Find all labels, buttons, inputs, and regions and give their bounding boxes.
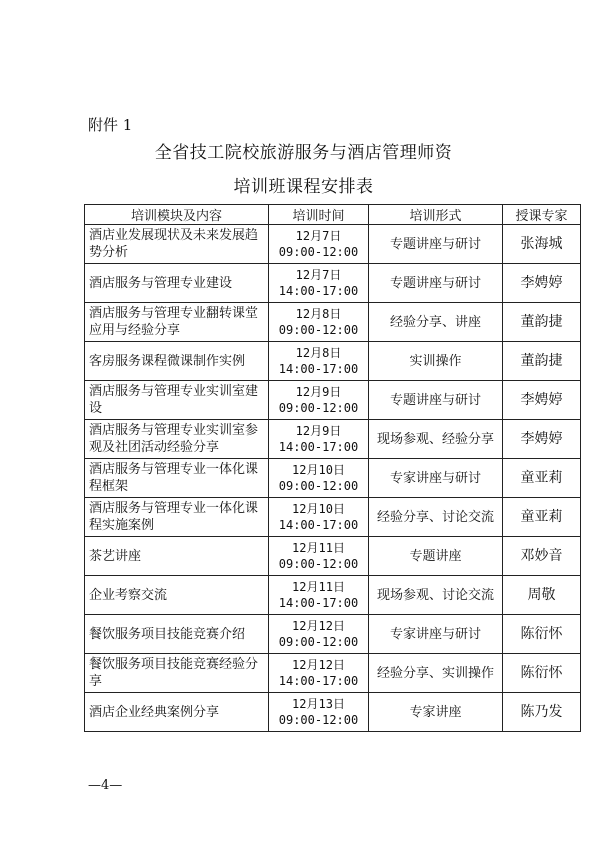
table-row <box>85 342 581 381</box>
module-content: 酒店业发展现状及未来发展趋势分析 <box>85 225 269 264</box>
module-content: 茶艺讲座 <box>85 537 269 576</box>
lecturer: 陈乃发 <box>503 693 581 732</box>
training-date: 12月8日 <box>295 346 342 360</box>
document-title: 全省技工院校旅游服务与酒店管理师资 <box>154 143 453 163</box>
training-form: 经验分享、讲座 <box>369 303 503 342</box>
training-time <box>269 303 369 342</box>
training-form: 经验分享、讨论交流 <box>369 498 503 537</box>
training-time <box>269 225 369 264</box>
training-form: 专题讲座与研讨 <box>369 225 503 264</box>
table-row <box>85 498 581 537</box>
header-form: 培训形式 <box>369 205 503 225</box>
training-hours: 09:00-12:00 <box>278 713 359 727</box>
training-form: 专家讲座 <box>369 693 503 732</box>
table-header-row <box>85 205 581 225</box>
module-content: 企业考察交流 <box>85 576 269 615</box>
training-time <box>269 576 369 615</box>
training-time <box>269 537 369 576</box>
training-hours: 09:00-12:00 <box>278 479 359 493</box>
training-time <box>269 498 369 537</box>
table-row <box>85 225 581 264</box>
table-row <box>85 576 581 615</box>
table-row <box>85 264 581 303</box>
module-content: 客房服务课程微课制作实例 <box>85 342 269 381</box>
module-content: 酒店服务与管理专业一体化课程框架 <box>85 459 269 498</box>
module-content: 酒店服务与管理专业建设 <box>85 264 269 303</box>
schedule-table <box>84 204 581 732</box>
table-row <box>85 303 581 342</box>
lecturer: 董韵捷 <box>503 342 581 381</box>
lecturer: 董韵捷 <box>503 303 581 342</box>
training-form: 现场参观、讨论交流 <box>369 576 503 615</box>
training-date: 12月8日 <box>295 307 342 321</box>
training-time <box>269 264 369 303</box>
module-content: 酒店企业经典案例分享 <box>85 693 269 732</box>
training-form: 专题讲座与研讨 <box>369 381 503 420</box>
training-date: 12月9日 <box>295 424 342 438</box>
training-hours: 09:00-12:00 <box>278 557 359 571</box>
training-hours: 14:00-17:00 <box>278 596 359 610</box>
header-teacher: 授课专家 <box>503 205 581 225</box>
lecturer: 陈衍怀 <box>503 615 581 654</box>
training-form: 实训操作 <box>369 342 503 381</box>
lecturer: 陈衍怀 <box>503 654 581 693</box>
table-row <box>85 381 581 420</box>
training-date: 12月11日 <box>292 580 345 594</box>
lecturer: 李娉婷 <box>503 381 581 420</box>
lecturer: 李娉婷 <box>503 420 581 459</box>
training-hours: 09:00-12:00 <box>278 635 359 649</box>
module-content: 酒店服务与管理专业实训室建设 <box>85 381 269 420</box>
training-date: 12月9日 <box>295 385 342 399</box>
page-number: —4— <box>88 778 123 793</box>
document-subtitle: 培训班课程安排表 <box>233 177 374 197</box>
lecturer: 李娉婷 <box>503 264 581 303</box>
training-time <box>269 615 369 654</box>
training-hours: 14:00-17:00 <box>278 284 359 298</box>
training-time <box>269 693 369 732</box>
training-form: 专家讲座与研讨 <box>369 615 503 654</box>
module-content: 餐饮服务项目技能竞赛经验分享 <box>85 654 269 693</box>
training-form: 专题讲座 <box>369 537 503 576</box>
training-form: 专题讲座与研讨 <box>369 264 503 303</box>
module-content: 酒店服务与管理专业实训室参观及社团活动经验分享 <box>85 420 269 459</box>
training-hours: 14:00-17:00 <box>278 440 359 454</box>
lecturer: 周敬 <box>503 576 581 615</box>
training-time <box>269 342 369 381</box>
training-hours: 09:00-12:00 <box>278 323 359 337</box>
module-content: 酒店服务与管理专业一体化课程实施案例 <box>85 498 269 537</box>
header-time: 培训时间 <box>269 205 369 225</box>
training-date: 12月12日 <box>292 619 345 633</box>
training-hours: 14:00-17:00 <box>278 362 359 376</box>
training-date: 12月7日 <box>295 268 342 282</box>
training-form: 经验分享、实训操作 <box>369 654 503 693</box>
table-row <box>85 693 581 732</box>
lecturer: 童亚莉 <box>503 459 581 498</box>
training-date: 12月10日 <box>292 463 345 477</box>
training-date: 12月12日 <box>292 658 345 672</box>
training-time <box>269 654 369 693</box>
training-hours: 14:00-17:00 <box>278 674 359 688</box>
module-content: 餐饮服务项目技能竞赛介绍 <box>85 615 269 654</box>
training-time <box>269 420 369 459</box>
table-row <box>85 420 581 459</box>
table-row <box>85 537 581 576</box>
lecturer: 邓妙音 <box>503 537 581 576</box>
training-date: 12月11日 <box>292 541 345 555</box>
training-hours: 14:00-17:00 <box>278 518 359 532</box>
attachment-label: 附件 1 <box>88 116 133 134</box>
training-hours: 09:00-12:00 <box>278 401 359 415</box>
training-hours: 09:00-12:00 <box>278 245 359 259</box>
training-form: 现场参观、经验分享 <box>369 420 503 459</box>
header-content: 培训模块及内容 <box>85 205 269 225</box>
table-row <box>85 654 581 693</box>
training-date: 12月7日 <box>295 229 342 243</box>
training-date: 12月10日 <box>292 502 345 516</box>
table-row <box>85 459 581 498</box>
training-date: 12月13日 <box>292 697 345 711</box>
lecturer: 张海城 <box>503 225 581 264</box>
training-time <box>269 381 369 420</box>
module-content: 酒店服务与管理专业翻转课堂应用与经验分享 <box>85 303 269 342</box>
table-row <box>85 615 581 654</box>
training-form: 专家讲座与研讨 <box>369 459 503 498</box>
lecturer: 童亚莉 <box>503 498 581 537</box>
training-time <box>269 459 369 498</box>
